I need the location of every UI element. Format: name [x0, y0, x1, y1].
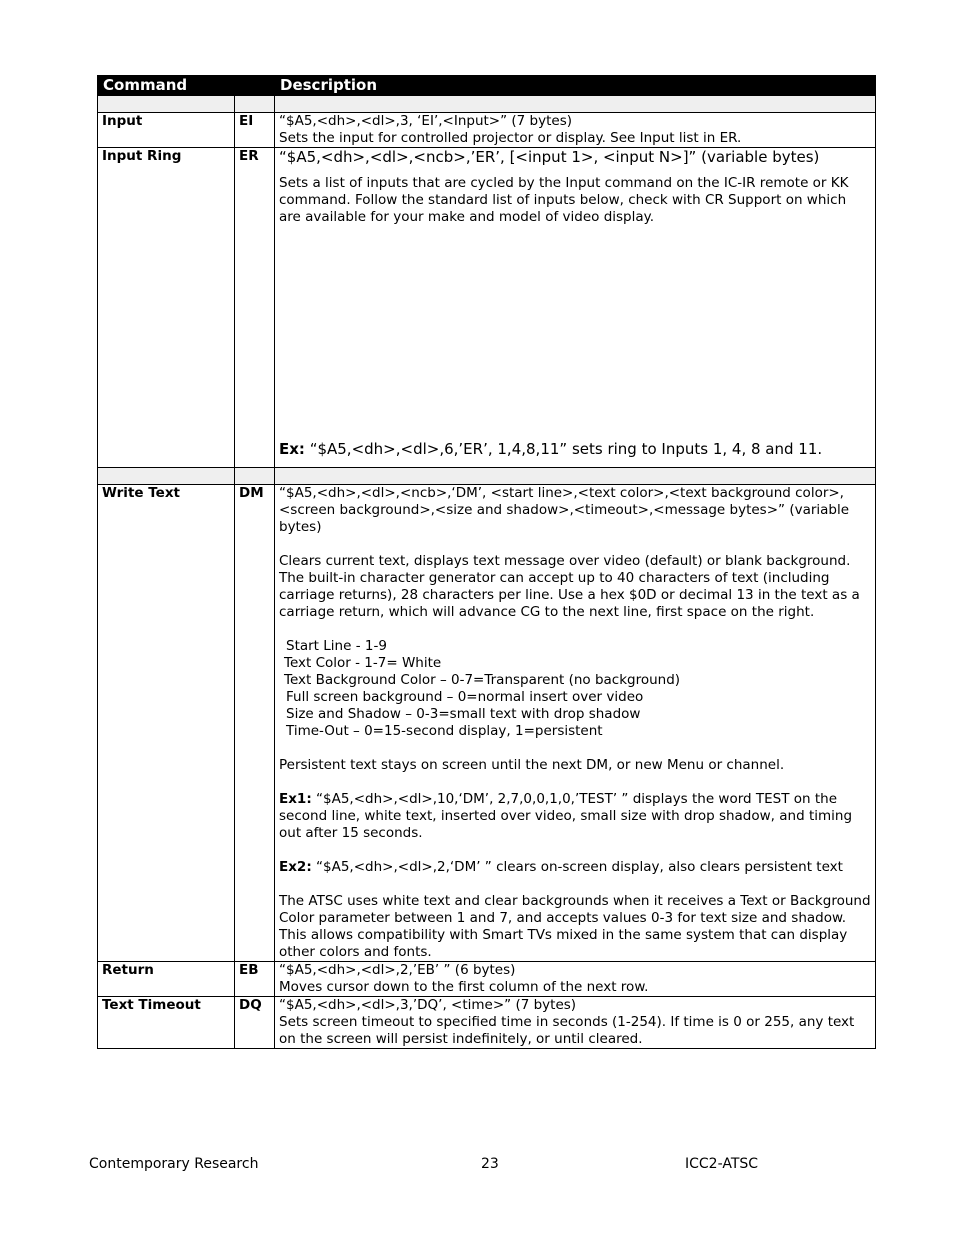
table-row-text-timeout	[98, 997, 876, 1049]
param-size-shadow: Size and Shadow – 0-3=small text with drop shadow	[286, 706, 641, 722]
footer-product: ICC2-ATSC	[685, 1156, 759, 1172]
command-description	[275, 113, 876, 148]
syntax: “$A5,<dh>,<dl>,<ncb>,‘DM’, <start line>,<text color>,<text background color>, <screen background>,<size and shadow>,<timeout>,<message bytes>” (variable bytes)	[279, 485, 850, 535]
description-text: Sets screen timeout to specified time in seconds (1-254). If time is 0 or 255, any text on the screen will persist indefinitely, or until cleared.	[279, 1014, 855, 1047]
example-1	[279, 791, 871, 842]
command-description	[275, 485, 876, 962]
example-text: “$A5,<dh>,<dl>,6,’ER’, 1,4,8,11” sets ring to Inputs 1, 4, 8 and 11.	[304, 440, 823, 458]
example-1-text: “$A5,<dh>,<dl>,10,‘DM’, 2,7,0,0,1,0,’TEST’ ” displays the word TEST on the second line, white text, inserted over video, small size with drop shadow, and timing out after 15 seconds.	[279, 791, 853, 841]
description-text: Sets a list of inputs that are cycled by the Input command on the IC-IR remote or KK command. Follow the standard list of inputs below, check with CR Support on which are available for your make and model of video display.	[279, 175, 849, 225]
atsc-note: The ATSC uses white text and clear backgrounds when it receives a Text or Background Color parameter between 1 and 7, and accepts values 0-3 for text size and shadow. This allows compatibility with Smart TVs mixed in the same system that can display other colors and fonts.	[279, 893, 871, 960]
param-timeout: Time-Out – 0=15-second display, 1=persistent	[286, 723, 603, 739]
description-text: Moves cursor down to the first column of the next row.	[279, 979, 649, 995]
example-2	[279, 859, 871, 876]
command-code: EB	[235, 962, 275, 997]
example-2-text: “$A5,<dh>,<dl>,2,‘DM’ ” clears on-screen display, also clears persistent text	[311, 859, 843, 875]
command-name: Text Timeout	[98, 997, 235, 1049]
command-name: Return	[98, 962, 235, 997]
command-description	[275, 148, 876, 468]
command-name: Write Text	[98, 485, 235, 962]
param-start-line: Start Line - 1-9	[286, 638, 387, 654]
command-table	[97, 75, 876, 1049]
footer-company: Contemporary Research	[89, 1156, 259, 1172]
command-description	[275, 962, 876, 997]
table-row-input-ring	[98, 148, 876, 468]
syntax: “$A5,<dh>,<dl>,3,’DQ’, <time>” (7 bytes)	[279, 997, 577, 1013]
header-code	[235, 76, 275, 96]
example-label: Ex:	[279, 440, 305, 458]
param-text-color: Text Color - 1-7= White	[284, 655, 442, 671]
command-code: DM	[235, 485, 275, 962]
command-description	[275, 997, 876, 1049]
example-2-label: Ex2:	[279, 859, 312, 875]
example-line	[279, 440, 822, 459]
command-code: EI	[235, 113, 275, 148]
command-name: Input	[98, 113, 235, 148]
param-screen-background: Full screen background – 0=normal insert over video	[286, 689, 644, 705]
table-row-write-text	[98, 485, 876, 962]
description-text: Clears current text, displays text message over video (default) or blank background. The built-in character generator can accept up to 40 characters of text (including carriage returns), 28 characters per line. Use a hex $0D or decimal 13 in the text as a carriage return, which will advance CG to the next line, first space on the right.	[279, 553, 860, 620]
header-command: Command	[98, 76, 235, 96]
syntax: “$A5,<dh>,<dl>,3, ‘EI’,<Input>” (7 bytes)	[279, 113, 572, 129]
spacer-row	[98, 96, 876, 113]
table-header-row	[98, 76, 876, 96]
description-text: Sets the input for controlled projector or display. See Input list in ER.	[279, 130, 742, 146]
command-code: DQ	[235, 997, 275, 1049]
command-name: Input Ring	[98, 148, 235, 468]
header-description: Description	[275, 76, 876, 96]
command-code: ER	[235, 148, 275, 468]
example-1-label: Ex1:	[279, 791, 312, 807]
table-row-input	[98, 113, 876, 148]
syntax: “$A5,<dh>,<dl>,2,’EB’ ” (6 bytes)	[279, 962, 516, 978]
table-row-return	[98, 962, 876, 997]
param-text-background: Text Background Color – 0-7=Transparent (no background)	[284, 672, 681, 688]
persistent-note: Persistent text stays on screen until the next DM, or new Menu or channel.	[279, 757, 785, 773]
spacer-row	[98, 468, 876, 485]
footer-page-number: 23	[481, 1156, 499, 1172]
syntax: “$A5,<dh>,<dl>,<ncb>,’ER’, [<input 1>, <input N>]” (variable bytes)	[279, 148, 820, 166]
